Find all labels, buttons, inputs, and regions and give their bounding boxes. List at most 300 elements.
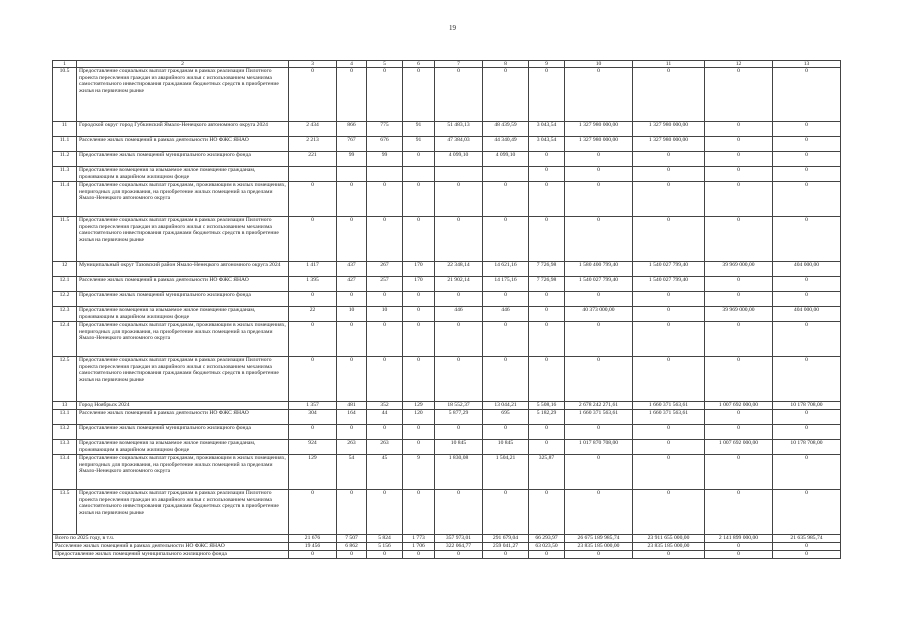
table-cell: 0	[705, 152, 773, 167]
table-cell: 0	[337, 551, 367, 559]
table-cell: 10	[367, 307, 403, 322]
table-cell: 0	[483, 490, 529, 535]
table-cell: 54	[337, 455, 367, 490]
row-number: 11.3	[53, 167, 77, 182]
table-cell: 99	[367, 152, 403, 167]
header-cell: 4	[337, 61, 367, 68]
table-cell: 0	[289, 490, 337, 535]
table-cell: 120	[403, 410, 435, 425]
table-cell: 2 678 242 271,61	[565, 402, 633, 410]
table-cell: 99	[337, 152, 367, 167]
table-cell: 0	[337, 217, 367, 262]
row-description: Город Ноябрьск 2024	[77, 402, 289, 410]
table-cell: 0	[773, 357, 841, 402]
table-cell: 0	[705, 455, 773, 490]
table-cell: 0	[705, 122, 773, 137]
table-row	[53, 217, 841, 262]
table-cell: 0	[773, 277, 841, 292]
table-cell: 0	[435, 182, 483, 217]
page-number: 19	[449, 24, 456, 32]
row-description: Предоставление социальных выплат гражданам в рамках реализации Пилотного проекта переселения граждан из аварийного жилья с использованием механизма самостоятельного инвестирования гражданами бюджетных средств в приобретение жилья на первичном рынке	[77, 68, 289, 122]
header-cell: 10	[565, 61, 633, 68]
table-cell: 170	[403, 277, 435, 292]
table-cell: 267	[367, 262, 403, 277]
table-cell: 676	[367, 137, 403, 152]
table-cell: 0	[705, 182, 773, 217]
table-cell: 0	[633, 152, 705, 167]
row-description: Расселение жилых помещений в рамках деятельности НО ФЖС ЯНАО	[77, 410, 289, 425]
header-cell: 9	[529, 61, 565, 68]
table-cell: 18 552,37	[435, 402, 483, 410]
table-cell: 5 824	[367, 535, 403, 543]
table-cell: 9	[403, 455, 435, 490]
table-cell: 0	[403, 292, 435, 307]
table-cell: 0	[705, 425, 773, 440]
table-cell: 0	[565, 425, 633, 440]
table-cell: 0	[633, 307, 705, 322]
table-cell: 352	[367, 402, 403, 410]
table-cell: 170	[403, 262, 435, 277]
table-row	[53, 152, 841, 167]
table-cell: 0	[773, 217, 841, 262]
row-description: Предоставление жилых помещений муниципального жилищного фонда	[77, 152, 289, 167]
table-cell: 0	[773, 292, 841, 307]
table-cell: 404 000,00	[773, 307, 841, 322]
row-description: Муниципальный округ Тазовский район Ямало-Ненецкого автономного округа 2024	[77, 262, 289, 277]
table-row	[53, 182, 841, 217]
table-cell: 1 327 980 000,00	[565, 137, 633, 152]
table-cell: 0	[705, 551, 773, 559]
table-cell: 1 395	[289, 277, 337, 292]
table-cell: 1 357	[289, 402, 337, 410]
header-cell: 1	[53, 61, 77, 68]
table-cell	[289, 167, 337, 182]
table-cell: 0	[633, 440, 705, 455]
table-cell: 0	[289, 68, 337, 122]
table-cell: 5 877,29	[435, 410, 483, 425]
header-cell: 5	[367, 61, 403, 68]
row-description: Предоставление возмещения за изымаемое жилое помещение гражданам, проживающим в аварийном жилищном фонде	[77, 307, 289, 322]
table-cell: 40 373 000,00	[565, 307, 633, 322]
table-cell: 0	[289, 292, 337, 307]
table-cell	[403, 167, 435, 182]
table-cell: 866	[337, 122, 367, 137]
table-cell: 0	[529, 292, 565, 307]
table-cell: 0	[289, 217, 337, 262]
table-cell: 0	[773, 455, 841, 490]
row-number: 12.1	[53, 277, 77, 292]
table-cell: 221	[289, 152, 337, 167]
table-cell: 2 213	[289, 137, 337, 152]
table-cell: 0	[435, 357, 483, 402]
table-cell: 0	[483, 425, 529, 440]
table-row	[53, 402, 841, 410]
summary-label: Предоставление жилых помещений муниципального жилищного фонда	[53, 551, 289, 559]
table-row	[53, 167, 841, 182]
summary-label: Всего по 2025 году, в т.ч.	[53, 535, 289, 543]
table-cell: 1 017 870 708,00	[565, 440, 633, 455]
table-cell: 19 456	[289, 543, 337, 551]
table-cell: 0	[337, 357, 367, 402]
row-description: Предоставление возмещения за изымаемое жилое помещение гражданам, проживающим в аварийном жилищном фонде	[77, 167, 289, 182]
row-number: 11.2	[53, 152, 77, 167]
row-number: 12.4	[53, 322, 77, 357]
table-cell: 1 327 980 000,00	[633, 137, 705, 152]
table-cell	[337, 167, 367, 182]
table-cell: 10 178 708,00	[773, 440, 841, 455]
table-cell: 0	[633, 167, 705, 182]
table-cell: 291 679,04	[483, 535, 529, 543]
table-cell: 0	[773, 551, 841, 559]
table-cell: 91	[403, 122, 435, 137]
table-cell: 129	[289, 455, 337, 490]
row-description: Расселение жилых помещений в рамках деятельности НО ФЖС ЯНАО	[77, 277, 289, 292]
table-cell: 0	[705, 543, 773, 551]
table-cell: 47 384,03	[435, 137, 483, 152]
table-cell: 259 041,27	[483, 543, 529, 551]
row-description: Предоставление социальных выплат гражданам, проживающим в жилых помещениях, непригодных для проживания, на приобретение жилых помещений за пределами Ямало-Ненецкого автономного округа	[77, 455, 289, 490]
table-cell: 0	[565, 322, 633, 357]
table-cell: 0	[337, 292, 367, 307]
table-cell: 0	[529, 167, 565, 182]
table-cell: 1 540 027 799,40	[633, 262, 705, 277]
table-cell: 1 580 400 799,40	[565, 262, 633, 277]
table-cell: 14 621,16	[483, 262, 529, 277]
header-cell: 6	[403, 61, 435, 68]
table-cell: 0	[337, 68, 367, 122]
table-row	[53, 292, 841, 307]
table-row	[53, 307, 841, 322]
table-row	[53, 122, 841, 137]
table-cell: 427	[337, 277, 367, 292]
table-cell: 0	[403, 68, 435, 122]
row-number: 12.3	[53, 307, 77, 322]
header-cell: 8	[483, 61, 529, 68]
table-cell: 63 023,50	[529, 543, 565, 551]
table-cell: 4 099,10	[435, 152, 483, 167]
table-cell: 0	[337, 490, 367, 535]
table-cell: 0	[529, 217, 565, 262]
table-cell: 695	[483, 410, 529, 425]
summary-row	[53, 535, 841, 543]
table-cell: 1 417	[289, 262, 337, 277]
table-cell: 0	[337, 425, 367, 440]
table-cell: 10	[337, 307, 367, 322]
table-cell: 0	[773, 68, 841, 122]
header-cell: 7	[435, 61, 483, 68]
table-cell: 10 845	[435, 440, 483, 455]
table-cell: 1 007 692 000,00	[705, 440, 773, 455]
row-description: Предоставление социальных выплат гражданам в рамках реализации Пилотного проекта переселения граждан из аварийного жилья с использованием механизма самостоятельного инвестирования гражданами бюджетных средств в приобретение жилья на первичном рынке	[77, 217, 289, 262]
table-cell: 257	[367, 277, 403, 292]
table-cell: 0	[565, 152, 633, 167]
table-cell: 924	[289, 440, 337, 455]
table-row	[53, 262, 841, 277]
table-cell: 0	[483, 357, 529, 402]
row-description: Предоставление социальных выплат гражданам, проживающим в жилых помещениях, непригодных для проживания, на приобретение жилых помещений за пределами Ямало-Ненецкого автономного округа	[77, 322, 289, 357]
table-cell: 0	[403, 152, 435, 167]
table-cell: 0	[633, 182, 705, 217]
table-cell: 446	[435, 307, 483, 322]
table-cell: 14 175,16	[483, 277, 529, 292]
row-number: 11.5	[53, 217, 77, 262]
table-cell: 0	[705, 68, 773, 122]
table-cell: 0	[705, 322, 773, 357]
row-description: Предоставление жилых помещений муниципального жилищного фонда	[77, 292, 289, 307]
table-cell: 1 773	[403, 535, 435, 543]
table-cell: 2 434	[289, 122, 337, 137]
table-cell: 0	[403, 357, 435, 402]
table-cell: 0	[367, 292, 403, 307]
table-cell: 0	[367, 182, 403, 217]
table-cell: 0	[529, 68, 565, 122]
table-cell: 0	[435, 292, 483, 307]
table-cell: 0	[705, 410, 773, 425]
table-row	[53, 425, 841, 440]
table-cell: 7 507	[337, 535, 367, 543]
table-cell: 0	[773, 425, 841, 440]
table-cell: 446	[483, 307, 529, 322]
table-cell: 357 973,01	[435, 535, 483, 543]
table-cell: 0	[483, 68, 529, 122]
table-cell: 1 660 371 563,61	[633, 402, 705, 410]
row-number: 11.4	[53, 182, 77, 217]
table-cell: 404 000,00	[773, 262, 841, 277]
table-cell: 44 340,49	[483, 137, 529, 152]
header-cell: 12	[705, 61, 773, 68]
table-cell: 0	[705, 292, 773, 307]
table-cell: 325,87	[529, 455, 565, 490]
table-cell: 0	[435, 490, 483, 535]
table-cell	[435, 167, 483, 182]
table-cell: 0	[337, 322, 367, 357]
table-cell: 0	[289, 551, 337, 559]
table-cell: 23 835 185 000,00	[633, 543, 705, 551]
table-cell: 0	[773, 490, 841, 535]
table-cell: 22	[289, 307, 337, 322]
row-description: Городской округ город Губкинский Ямало-Ненецкого автономного округа 2024	[77, 122, 289, 137]
table-row	[53, 410, 841, 425]
row-number: 11	[53, 122, 77, 137]
row-description: Предоставление возмещения за изымаемое жилое помещение гражданам, проживающим в аварийном жилищном фонде	[77, 440, 289, 455]
header-cell: 2	[77, 61, 289, 68]
table-cell: 0	[773, 410, 841, 425]
row-description: Предоставление жилых помещений муниципального жилищного фонда	[77, 425, 289, 440]
table-cell: 0	[529, 182, 565, 217]
table-row	[53, 137, 841, 152]
table-cell: 0	[367, 490, 403, 535]
table-cell: 5 182,29	[529, 410, 565, 425]
table-cell: 0	[529, 425, 565, 440]
table-cell: 0	[773, 322, 841, 357]
table-cell: 0	[435, 322, 483, 357]
table-cell: 0	[633, 425, 705, 440]
table-cell: 767	[337, 137, 367, 152]
table-cell: 0	[403, 307, 435, 322]
row-number: 11.1	[53, 137, 77, 152]
row-number: 10.5	[53, 68, 77, 122]
row-number: 12.5	[53, 357, 77, 402]
data-table	[52, 60, 841, 559]
table-header-row	[53, 61, 841, 68]
table-cell: 0	[633, 551, 705, 559]
table-row	[53, 357, 841, 402]
table-cell: 7 726,98	[529, 277, 565, 292]
table-cell: 0	[633, 217, 705, 262]
row-number: 13	[53, 402, 77, 410]
table-cell: 0	[565, 167, 633, 182]
row-description: Предоставление социальных выплат гражданам в рамках реализации Пилотного проекта переселения граждан из аварийного жилья с использованием механизма самостоятельного инвестирования гражданами бюджетных средств в приобретение жилья на первичном рынке	[77, 490, 289, 535]
table-cell: 26 675 189 985,74	[565, 535, 633, 543]
table-cell: 0	[565, 357, 633, 402]
table-cell: 0	[705, 357, 773, 402]
table-cell: 39 969 000,00	[705, 307, 773, 322]
table-cell: 0	[773, 152, 841, 167]
table-cell: 0	[367, 322, 403, 357]
table-cell: 51 483,13	[435, 122, 483, 137]
table-cell: 0	[529, 307, 565, 322]
table-cell: 0	[773, 122, 841, 137]
table-cell: 0	[403, 490, 435, 535]
table-cell: 0	[435, 68, 483, 122]
table-cell: 1 327 980 000,00	[633, 122, 705, 137]
row-number: 13.2	[53, 425, 77, 440]
summary-row	[53, 551, 841, 559]
table-cell: 0	[367, 68, 403, 122]
table-cell: 66 293,97	[529, 535, 565, 543]
table-cell: 0	[435, 551, 483, 559]
row-number: 12.2	[53, 292, 77, 307]
row-description: Предоставление социальных выплат гражданам в рамках реализации Пилотного проекта переселения граждан из аварийного жилья с использованием механизма самостоятельного инвестирования гражданами бюджетных средств в приобретение жилья на первичном рынке	[77, 357, 289, 402]
table-row	[53, 322, 841, 357]
table-cell: 437	[337, 262, 367, 277]
table-cell: 0	[529, 152, 565, 167]
table-cell: 0	[633, 292, 705, 307]
table-cell: 45	[367, 455, 403, 490]
table-cell: 0	[403, 425, 435, 440]
table-cell: 0	[565, 551, 633, 559]
table-cell: 0	[529, 490, 565, 535]
table-cell: 0	[633, 455, 705, 490]
table-cell: 23 835 185 000,00	[565, 543, 633, 551]
table-cell: 0	[483, 322, 529, 357]
table-cell: 0	[529, 357, 565, 402]
table-cell: 0	[705, 167, 773, 182]
table-cell: 0	[367, 551, 403, 559]
table-cell: 0	[565, 217, 633, 262]
table-cell: 0	[633, 490, 705, 535]
table-cell: 0	[483, 217, 529, 262]
table-cell: 164	[337, 410, 367, 425]
table-cell: 0	[289, 322, 337, 357]
header-cell: 13	[773, 61, 841, 68]
table-cell: 0	[483, 551, 529, 559]
header-cell: 11	[633, 61, 705, 68]
table-cell: 1 540 027 799,40	[565, 277, 633, 292]
table-cell: 775	[367, 122, 403, 137]
table-cell: 0	[705, 277, 773, 292]
table-row	[53, 68, 841, 122]
table-cell: 0	[403, 217, 435, 262]
table-cell: 6 862	[337, 543, 367, 551]
table-cell: 0	[705, 137, 773, 152]
table-cell: 0	[289, 425, 337, 440]
table-cell: 129	[403, 402, 435, 410]
table-cell: 263	[337, 440, 367, 455]
row-number: 13.4	[53, 455, 77, 490]
table-cell: 0	[403, 551, 435, 559]
table-row	[53, 490, 841, 535]
table-cell: 0	[483, 182, 529, 217]
table-cell: 4 099,10	[483, 152, 529, 167]
row-number: 13.1	[53, 410, 77, 425]
table-cell: 0	[367, 357, 403, 402]
summary-row	[53, 543, 841, 551]
table-cell: 0	[337, 182, 367, 217]
table-cell: 21 902,14	[435, 277, 483, 292]
table-cell	[483, 167, 529, 182]
table-cell: 0	[403, 440, 435, 455]
table-cell: 1 540 027 799,40	[633, 277, 705, 292]
table-cell: 0	[403, 182, 435, 217]
table-cell: 3 043,54	[529, 137, 565, 152]
table-cell: 1 660 371 563,61	[633, 410, 705, 425]
row-description: Расселение жилых помещений в рамках деятельности НО ФЖС ЯНАО	[77, 137, 289, 152]
table-cell: 0	[565, 182, 633, 217]
table-cell: 0	[483, 292, 529, 307]
table-cell: 1 007 692 000,00	[705, 402, 773, 410]
table-cell: 0	[367, 217, 403, 262]
table-cell: 0	[773, 543, 841, 551]
table-cell: 2 141 899 000,00	[705, 535, 773, 543]
table-cell: 0	[565, 455, 633, 490]
table-cell: 23 911 655 000,00	[633, 535, 705, 543]
table-cell: 1 830,08	[435, 455, 483, 490]
table-cell: 0	[773, 182, 841, 217]
table-cell: 0	[705, 490, 773, 535]
table-cell: 1 660 371 563,61	[565, 410, 633, 425]
table-cell: 48 439,59	[483, 122, 529, 137]
table-row	[53, 440, 841, 455]
table-cell: 22 348,14	[435, 262, 483, 277]
table-cell: 10 845	[483, 440, 529, 455]
table-cell: 44	[367, 410, 403, 425]
table-cell: 0	[773, 137, 841, 152]
table-cell: 1 327 980 000,00	[565, 122, 633, 137]
table-cell: 0	[633, 322, 705, 357]
table-cell: 0	[705, 217, 773, 262]
table-cell: 5 156	[367, 543, 403, 551]
table-cell: 39 969 000,00	[705, 262, 773, 277]
table-cell: 0	[529, 551, 565, 559]
table-cell: 0	[529, 440, 565, 455]
table-cell: 7 726,98	[529, 262, 565, 277]
table-cell: 0	[633, 357, 705, 402]
row-number: 13.3	[53, 440, 77, 455]
table-cell: 5 508,16	[529, 402, 565, 410]
table-cell: 322 064,77	[435, 543, 483, 551]
table-cell: 263	[367, 440, 403, 455]
table-cell: 0	[403, 322, 435, 357]
header-cell: 3	[289, 61, 337, 68]
table-cell: 0	[435, 217, 483, 262]
table-cell	[367, 167, 403, 182]
row-description: Предоставление социальных выплат гражданам, проживающим в жилых помещениях, непригодных для проживания, на приобретение жилых помещений за пределами Ямало-Ненецкого автономного округа	[77, 182, 289, 217]
table-cell: 0	[565, 292, 633, 307]
table-cell: 0	[289, 182, 337, 217]
table-cell: 91	[403, 137, 435, 152]
table-row	[53, 277, 841, 292]
